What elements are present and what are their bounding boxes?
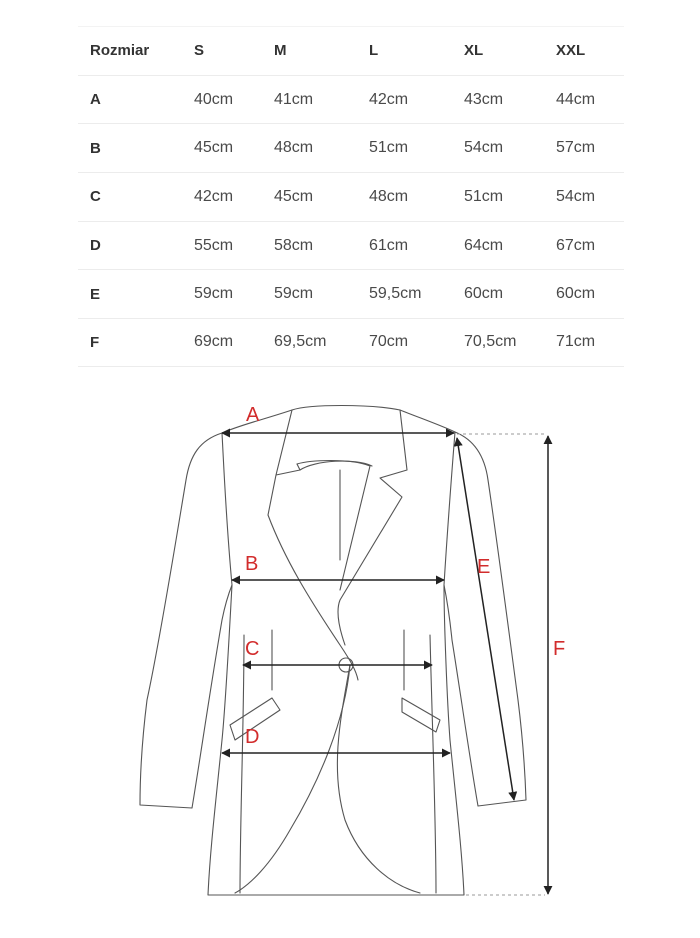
table-cell: 61cm (369, 236, 409, 254)
measure-label-c: C (245, 638, 260, 660)
header-l: L (369, 42, 379, 60)
row-label: A (90, 91, 101, 109)
measure-label-f: F (553, 638, 566, 660)
row-label: C (90, 188, 101, 206)
table-cell: 51cm (369, 139, 409, 157)
table-header-row (78, 26, 624, 75)
table-row (78, 123, 624, 172)
table-cell: 58cm (274, 236, 314, 254)
row-label: D (90, 237, 101, 255)
table-cell: 71cm (556, 333, 596, 351)
header-xxl: XXL (556, 42, 586, 60)
measure-label-b: B (245, 553, 259, 575)
table-row (78, 75, 624, 124)
table-cell: 55cm (194, 236, 234, 254)
table-cell: 64cm (464, 236, 504, 254)
table-row (78, 172, 624, 221)
row-label: E (90, 285, 101, 303)
table-cell: 60cm (556, 285, 596, 303)
header-xl: XL (464, 42, 484, 60)
blazer-outline-icon (0, 380, 700, 933)
header-size: Rozmiar (90, 42, 150, 60)
table-cell: 57cm (556, 139, 596, 157)
blazer-measurement-diagram (0, 380, 700, 933)
measure-label-e: E (477, 556, 491, 578)
table-cell: 41cm (274, 90, 314, 108)
measure-label-a: A (246, 404, 260, 426)
table-cell: 48cm (369, 187, 409, 205)
table-cell: 40cm (194, 90, 234, 108)
table-cell: 54cm (464, 139, 504, 157)
table-cell: 59cm (194, 285, 234, 303)
table-row (78, 269, 624, 318)
table-cell: 69cm (194, 333, 234, 351)
table-cell: 67cm (556, 236, 596, 254)
table-row (78, 318, 624, 367)
measure-label-d: D (245, 726, 260, 748)
table-cell: 51cm (464, 187, 504, 205)
table-cell: 48cm (274, 139, 314, 157)
table-cell: 69,5cm (274, 333, 327, 351)
table-cell: 44cm (556, 90, 596, 108)
table-cell: 42cm (194, 187, 234, 205)
header-m: M (274, 42, 287, 60)
table-cell: 70,5cm (464, 333, 517, 351)
table-cell: 59,5cm (369, 285, 422, 303)
table-cell: 70cm (369, 333, 409, 351)
table-cell: 45cm (274, 187, 314, 205)
row-label: B (90, 139, 101, 157)
table-row (78, 221, 624, 270)
table-cell: 59cm (274, 285, 314, 303)
table-cell: 43cm (464, 90, 504, 108)
row-label: F (90, 333, 100, 351)
table-cell: 45cm (194, 139, 234, 157)
header-s: S (194, 42, 205, 60)
table-cell: 54cm (556, 187, 596, 205)
table-cell: 42cm (369, 90, 409, 108)
table-cell: 60cm (464, 285, 504, 303)
size-table (78, 26, 624, 367)
